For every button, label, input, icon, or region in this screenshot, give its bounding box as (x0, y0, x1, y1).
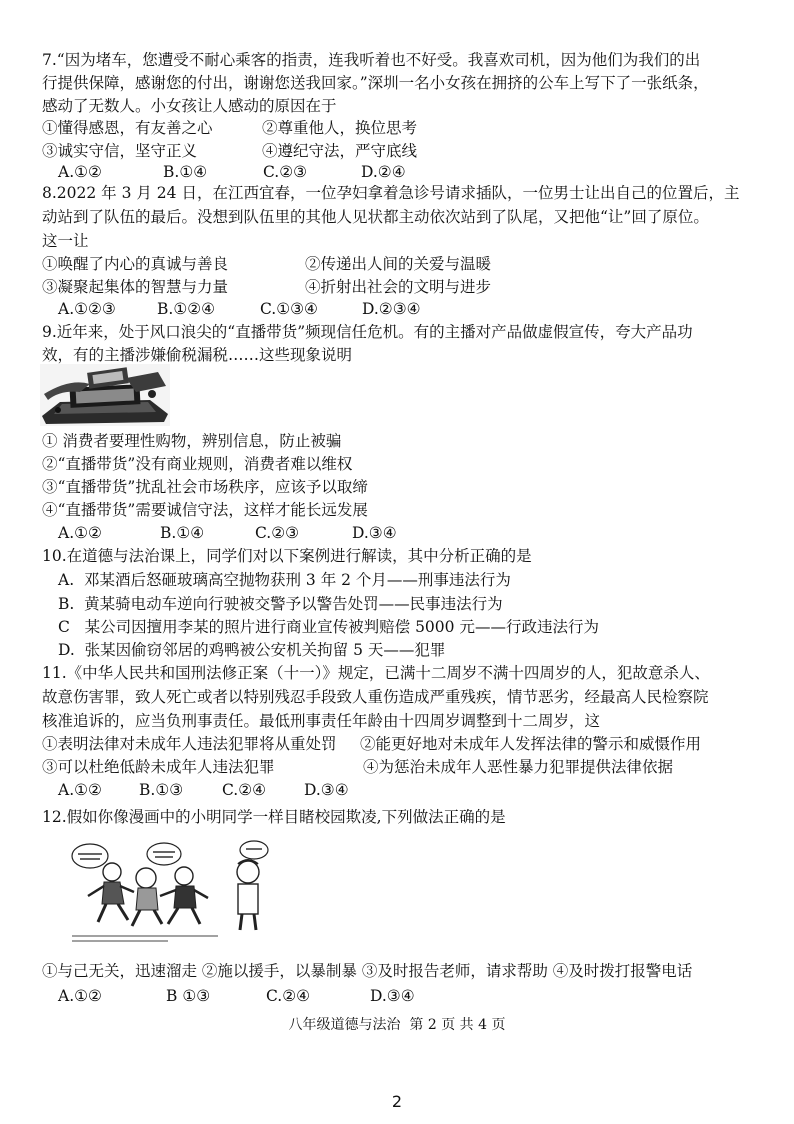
q12-choice-b[interactable]: B ①③ (166, 987, 211, 1005)
q10-choice-a[interactable]: A. 邓某酒后怒砸玻璃高空抛物获刑 3 年 2 个月——刑事违法行为 (58, 571, 511, 589)
q7-statement-3: ③诚实守信，坚守正义 (42, 142, 198, 160)
q11-choice-a[interactable]: A.①② (58, 781, 102, 799)
q11-statement-3: ③可以杜绝低龄未成年人违法犯罪 (42, 758, 275, 776)
q8-stem-line2: 动站到了队伍的最后。没想到队伍里的其他人见状都主动依次站到了队尾，又把他“让”回了原位。 (42, 208, 709, 226)
q11-stem-line1: 11.《中华人民共和国刑法修正案（十一）》规定，已满十二周岁不满十四周岁的人，犯故意杀人、 (42, 664, 710, 682)
q9-statement-2: ②“直播带货”没有商业规则，消费者难以维权 (42, 455, 353, 473)
q11-statement-2: ②能更好地对未成年人发挥法律的警示和威慑作用 (360, 735, 702, 753)
q11-choice-b[interactable]: B.①③ (139, 781, 184, 799)
q12-choice-a[interactable]: A.①② (58, 987, 102, 1005)
q7-stem-line2: 行提供保障，感谢您的付出，谢谢您送我回家。”深圳一名小女孩在拥挤的公车上写下了一张纸条， (42, 74, 709, 92)
bullying-comic-illustration (68, 838, 290, 944)
q11-statement-4: ④为惩治未成年人恶性暴力犯罪提供法律依据 (363, 758, 674, 776)
q7-stem-line1: 7.“因为堵车，您遭受不耐心乘客的指责，连我听着也不好受。我喜欢司机，因为他们为我们的出 (42, 51, 701, 69)
q7-statement-4: ④遵纪守法，严守底线 (262, 142, 418, 160)
q12-statements: ①与己无关，迅速溜走 ②施以援手，以暴制暴 ③及时报告老师，请求帮助 ④及时拨打报警电话 (42, 962, 693, 980)
q11-stem-line3: 核准追诉的，应当负刑事责任。最低刑事责任年龄由十四周岁调整到十二周岁，这 (42, 712, 601, 730)
q8-choice-d[interactable]: D.②③④ (362, 300, 421, 318)
q8-statement-2: ②传递出人间的关爱与温暖 (305, 255, 492, 273)
q8-stem-line3: 这一让 (42, 232, 89, 250)
q11-statement-1: ①表明法律对未成年人违法犯罪将从重处罚 (42, 735, 337, 753)
q9-statement-1: ① 消费者要理性购物，辨别信息，防止被骗 (42, 432, 342, 450)
page-footer: 八年级道德与法治 第 2 页 共 4 页 (288, 1017, 506, 1033)
q12-stem: 12.假如你像漫画中的小明同学一样目睹校园欺凌,下列做法正确的是 (42, 808, 506, 826)
q8-statement-1: ①唤醒了内心的真诚与善良 (42, 255, 229, 273)
q8-statement-3: ③凝聚起集体的智慧与力量 (42, 278, 229, 296)
q7-choice-d[interactable]: D.②④ (361, 163, 406, 181)
q7-choice-a[interactable]: A.①② (58, 163, 102, 181)
q7-choice-b[interactable]: B.①④ (163, 163, 208, 181)
q9-choice-b[interactable]: B.①④ (160, 524, 205, 542)
q8-stem-line1: 8.2022 年 3 月 24 日，在江西宜春，一位孕妇拿着急诊号请求插队，一位男士让出自己的位置后，主 (42, 184, 740, 202)
q9-statement-3: ③“直播带货”扰乱社会市场秩序，应该予以取缔 (42, 478, 368, 496)
q9-statement-4: ④“直播带货”需要诚信守法，这样才能长远发展 (42, 501, 368, 519)
q10-choice-b[interactable]: B. 黄某骑电动车逆向行驶被交警予以警告处罚——民事违法行为 (58, 595, 503, 613)
q11-choice-c[interactable]: C.②④ (222, 781, 267, 799)
q8-choice-c[interactable]: C.①③④ (260, 300, 318, 318)
q9-choice-c[interactable]: C.②③ (255, 524, 300, 542)
q7-statement-2: ②尊重他人，换位思考 (262, 119, 418, 137)
q10-choice-c[interactable]: C 某公司因擅用李某的照片进行商业宣传被判赔偿 5000 元——行政违法行为 (58, 618, 599, 636)
q9-stem-line2: 效，有的主播涉嫌偷税漏税……这些现象说明 (42, 346, 353, 364)
q11-choice-d[interactable]: D.③④ (304, 781, 349, 799)
q10-stem: 10.在道德与法治课上，同学们对以下案例进行解读，其中分析正确的是 (42, 547, 532, 565)
q8-statement-4: ④折射出社会的文明与进步 (305, 278, 492, 296)
page-number: 2 (391, 1092, 403, 1111)
q9-choice-a[interactable]: A.①② (58, 524, 102, 542)
q7-stem-line3: 感动了无数人。小女孩让人感动的原因在于 (42, 97, 337, 115)
q11-stem-line2: 故意伤害罪，致人死亡或者以特别残忍手段致人重伤造成严重残疾，情节恶劣，经最高人民检察院 (42, 688, 709, 706)
q7-choice-c[interactable]: C.②③ (263, 163, 308, 181)
live-streaming-sign-illustration (40, 364, 170, 426)
q9-choice-d[interactable]: D.③④ (352, 524, 397, 542)
q8-choice-a[interactable]: A.①②③ (58, 300, 116, 318)
q12-choice-c[interactable]: C.②④ (266, 987, 311, 1005)
q7-statement-1: ①懂得感恩，有友善之心 (42, 119, 213, 137)
q12-choice-d[interactable]: D.③④ (370, 987, 415, 1005)
q8-choice-b[interactable]: B.①②④ (157, 300, 216, 318)
q10-choice-d[interactable]: D. 张某因偷窃邻居的鸡鸭被公安机关拘留 5 天——犯罪 (58, 641, 446, 659)
q9-stem-line1: 9.近年来，处于风口浪尖的“直播带货”频现信任危机。有的主播对产品做虚假宣传，夸大产品功 (42, 323, 693, 341)
